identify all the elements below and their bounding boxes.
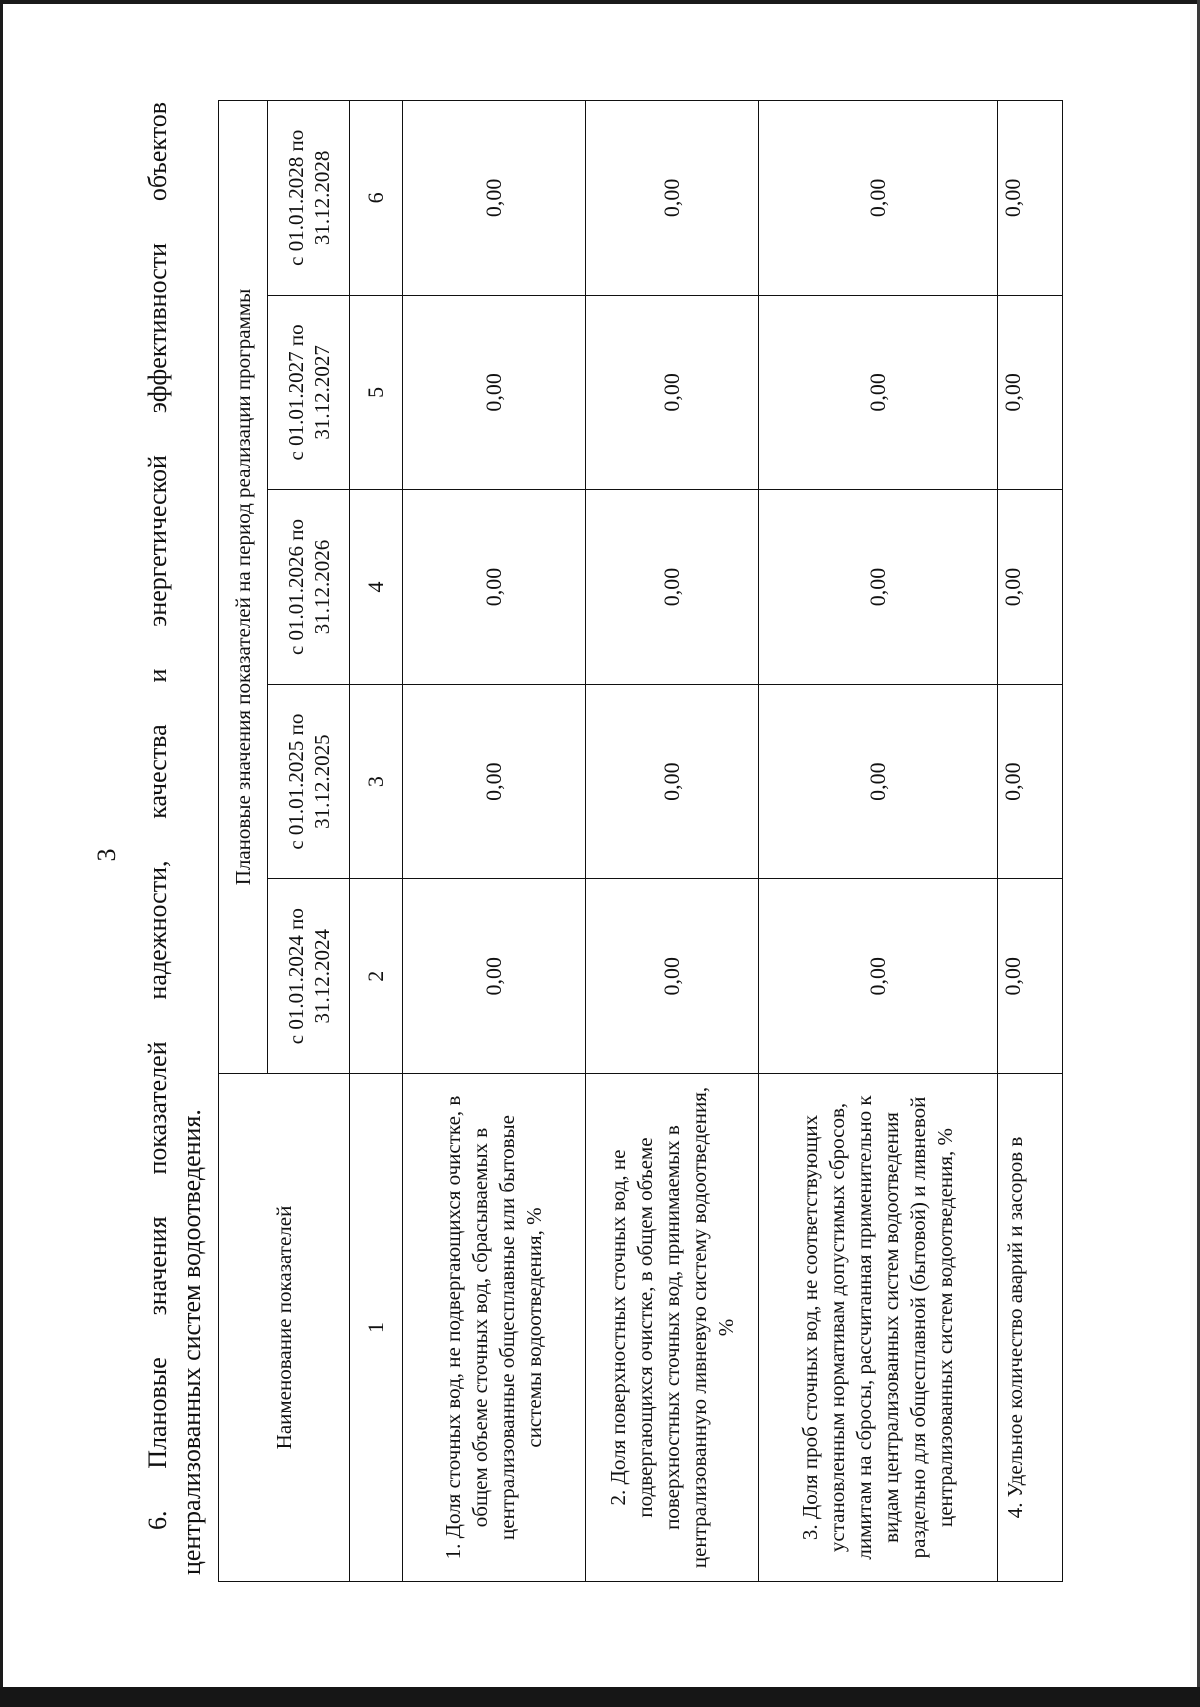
- indicator-value: 0,00: [586, 295, 759, 490]
- scan-border-bottom: [0, 1687, 1200, 1707]
- indicator-value: 0,00: [998, 684, 1063, 879]
- header-planned-values: Плановые значения показателей на период реализации программы: [219, 101, 268, 1074]
- header-period-2026: с 01.01.2026 по 31.12.2026: [268, 490, 350, 685]
- column-number-row: [350, 101, 403, 1582]
- indicator-value: 0,00: [403, 490, 586, 685]
- scan-border-left: [0, 0, 3, 1707]
- indicator-value: 0,00: [759, 101, 998, 296]
- page-number: 3: [92, 848, 121, 862]
- indicators-table: [218, 100, 1063, 1582]
- indicator-name: 1. Доля сточных вод, не подвергающихся очистке, в общем объеме сточных вод, сбрасываемых в централизованные общесплавные или бытовые системы водоотведения, %: [403, 1074, 586, 1582]
- indicator-value: 0,00: [759, 879, 998, 1074]
- indicator-value: 0,00: [998, 879, 1063, 1074]
- header-period-2028: с 01.01.2028 по 31.12.2028: [268, 101, 350, 296]
- column-number: 2: [350, 879, 403, 1074]
- table-row: [759, 101, 998, 1582]
- rotated-document-page: [40, 40, 1160, 1670]
- indicator-value: 0,00: [586, 490, 759, 685]
- column-number: 1: [350, 1074, 403, 1582]
- indicator-value: 0,00: [586, 101, 759, 296]
- table-row: [403, 101, 586, 1582]
- header-indicator-name: Наименование показателей: [219, 1074, 350, 1582]
- indicator-value: 0,00: [759, 490, 998, 685]
- column-number: 4: [350, 490, 403, 685]
- indicator-value: 0,00: [403, 684, 586, 879]
- indicator-value: 0,00: [586, 879, 759, 1074]
- header-period-2027: с 01.01.2027 по 31.12.2027: [268, 295, 350, 490]
- indicator-value: 0,00: [998, 490, 1063, 685]
- indicator-value: 0,00: [759, 684, 998, 879]
- indicator-value: 0,00: [998, 101, 1063, 296]
- column-number: 6: [350, 101, 403, 296]
- table-row: [586, 101, 759, 1582]
- indicator-name: 4. Удельное количество аварий и засоров в: [998, 1074, 1063, 1582]
- section-heading-line1: 6. Плановые значения показателей надежности, качества и энергетической эффективности объектов: [143, 102, 172, 1530]
- indicator-value: 0,00: [403, 101, 586, 296]
- indicator-value: 0,00: [403, 879, 586, 1074]
- scan-border-top: [0, 0, 1200, 4]
- indicator-name: 2. Доля поверхностных сточных вод, не подвергающихся очистке, в общем объеме поверхностных сточных вод, принимаемых в централизованную ливневую систему водоотведения, %: [586, 1074, 759, 1582]
- column-number: 5: [350, 295, 403, 490]
- indicator-value: 0,00: [759, 295, 998, 490]
- indicator-name: 3. Доля проб сточных вод, не соответствующих установленным нормативам допустимых сбросов, лимитам на сбросы, рассчитанная применительно к видам централизованных систем водоотведения раздельно для общесплавной (бытовой) и ливневой централизованных систем водоотведения, %: [759, 1074, 998, 1582]
- header-period-2025: с 01.01.2025 по 31.12.2025: [268, 684, 350, 879]
- indicator-value: 0,00: [586, 684, 759, 879]
- indicator-value: 0,00: [403, 295, 586, 490]
- column-number: 3: [350, 684, 403, 879]
- section-heading-line2: централизованных систем водоотведения.: [177, 1109, 206, 1575]
- header-period-2024: с 01.01.2024 по 31.12.2024: [268, 879, 350, 1074]
- indicator-value: 0,00: [998, 295, 1063, 490]
- table-row: [998, 101, 1063, 1582]
